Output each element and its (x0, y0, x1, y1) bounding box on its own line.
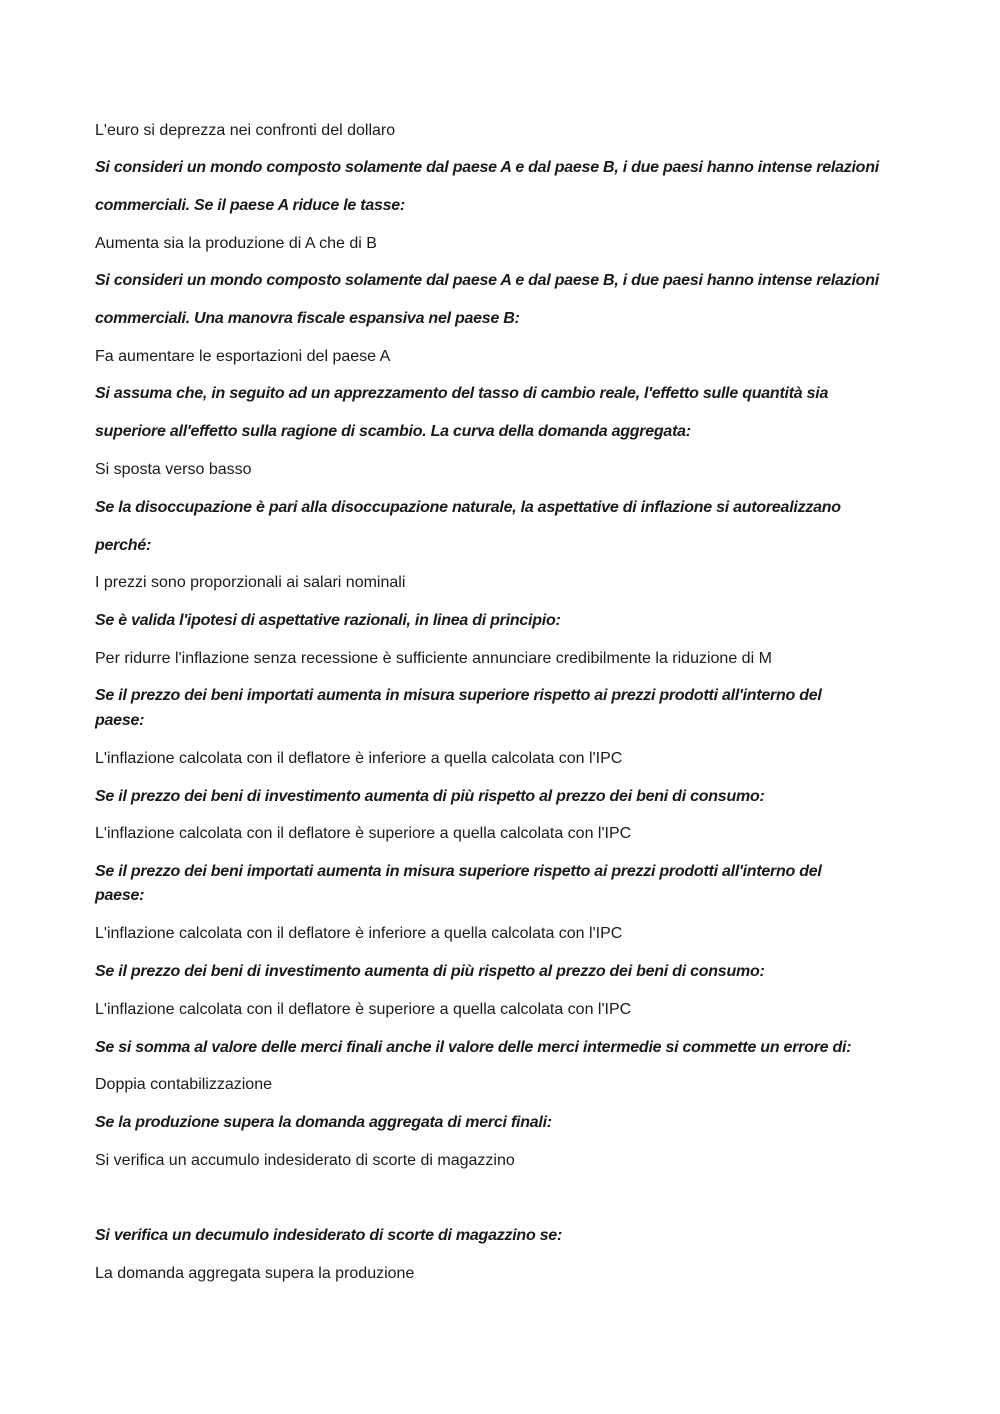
question-text: superiore all'effetto sulla ragione di scambio. La curva della domanda aggregata: (95, 423, 691, 440)
question-text: Se il prezzo dei beni di investimento aumenta di più rispetto al prezzo dei beni di consumo: (95, 963, 765, 980)
question-text: Se la produzione supera la domanda aggregata di merci finali: (95, 1114, 552, 1131)
question-text: Si consideri un mondo composto solamente dal paese A e dal paese B, i due paesi hanno intense relazioni (95, 159, 879, 176)
answer-text: Aumenta sia la produzione di A che di B (95, 235, 377, 252)
question-text: Se si somma al valore delle merci finali anche il valore delle merci intermedie si commette un errore di: (95, 1039, 852, 1056)
answer-text: I prezzi sono proporzionali ai salari nominali (95, 574, 406, 591)
answer-text: L'inflazione calcolata con il deflatore è inferiore a quella calcolata con l'IPC (95, 925, 623, 942)
answer-text: L'inflazione calcolata con il deflatore è superiore a quella calcolata con l'IPC (95, 825, 632, 842)
question-text: Si consideri un mondo composto solamente dal paese A e dal paese B, i due paesi hanno intense relazioni (95, 272, 879, 289)
question-text: commerciali. Se il paese A riduce le tasse: (95, 197, 405, 214)
question-text: Se è valida l'ipotesi di aspettative razionali, in linea di principio: (95, 612, 561, 629)
question-text: paese: (95, 887, 145, 904)
answer-text: L'inflazione calcolata con il deflatore è inferiore a quella calcolata con l'IPC (95, 750, 623, 767)
question-text: Si verifica un decumulo indesiderato di scorte di magazzino se: (95, 1227, 563, 1244)
answer-text: Per ridurre l'inflazione senza recessione è sufficiente annunciare credibilmente la riduzione di M (95, 650, 772, 667)
question-text: Se il prezzo dei beni importati aumenta in misura superiore rispetto ai prezzi prodotti all'interno del (95, 863, 822, 880)
answer-text: Si verifica un accumulo indesiderato di scorte di magazzino (95, 1152, 515, 1169)
answer-text: La domanda aggregata supera la produzione (95, 1265, 415, 1282)
answer-text: Si sposta verso basso (95, 461, 252, 478)
question-text: paese: (95, 712, 145, 729)
answer-text: L'inflazione calcolata con il deflatore è superiore a quella calcolata con l'IPC (95, 1001, 632, 1018)
answer-text: Doppia contabilizzazione (95, 1076, 272, 1093)
question-text: Se la disoccupazione è pari alla disoccupazione naturale, la aspettative di inflazione si autorealizzano (95, 499, 841, 516)
question-text: perché: (95, 537, 152, 554)
question-text: commerciali. Una manovra fiscale espansiva nel paese B: (95, 310, 520, 327)
question-text: Se il prezzo dei beni di investimento aumenta di più rispetto al prezzo dei beni di consumo: (95, 788, 765, 805)
answer-text: L'euro si deprezza nei confronti del dollaro (95, 122, 396, 139)
question-text: Se il prezzo dei beni importati aumenta in misura superiore rispetto ai prezzi prodotti all'interno del (95, 687, 822, 704)
question-text: Si assuma che, in seguito ad un apprezzamento del tasso di cambio reale, l'effetto sulle quantità sia (95, 385, 829, 402)
answer-text: Fa aumentare le esportazioni del paese A (95, 348, 391, 365)
